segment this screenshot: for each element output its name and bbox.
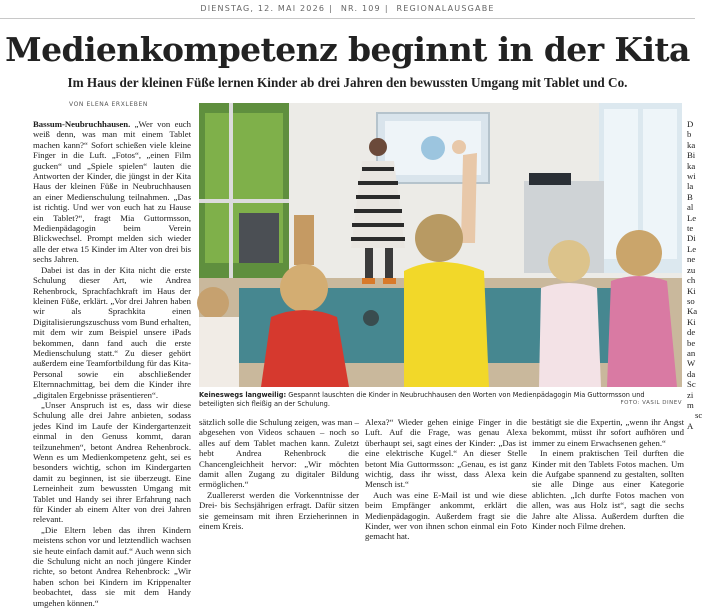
article-column-4 — [532, 417, 684, 532]
paragraph: D b ka Bi ka wi la B al Le te Di Le ne zu ch Ki so Ka Ki de be an W da Sc zi m — [687, 119, 698, 410]
article-byline: VON ELENA ERXLEBEN — [69, 101, 148, 108]
paragraph: sc A — [687, 410, 702, 431]
article-column-1 — [33, 119, 191, 608]
paragraph: „Unser Anspruch ist es, dass wir diese Schulung alle drei Jahre anbieten, sodass jedes Kind im Laufe der Kindergartenzeit einmal in den Genuss kommt, daran teilzunehmen“, betont Andrea Rehenbrock. Wenn es um Medienkompetenz geht, sei es besonders wichtig, schon im Kindergarten damit zu beginnen, ist sie überzeugt. Eine Lerneinheit zum bewussten Umgang mit Tablet und Handy sei ihrer Erfahrung nach für Kinder ab einem Alter von drei Jahren relevant. — [33, 399, 191, 525]
masthead-issue: NR. 109 — [340, 4, 381, 13]
caption-lead: Keineswegs langweilig: — [199, 391, 287, 399]
paragraph: „Die Eltern leben das ihren Kindern meistens schon vor und letztendlich wachsen sie heute einfach damit auf.“ Auch wenn sich die Schulung nicht an noch jüngere Kinder richte, so betont Andrea Rehenbrock: „Wir haben schon bei Kindern im Krippenalter beobachtet, dass sie mit dem Handy umgehen können.“ — [33, 524, 191, 608]
article-headline: Medienkompetenz beginnt in der Kita — [5, 30, 690, 69]
photo-credit: FOTO: VASIL DINEV — [620, 400, 682, 406]
masthead-edition: REGIONALAUSGABE — [396, 4, 495, 13]
paragraph — [33, 119, 191, 265]
article-column-3 — [365, 417, 527, 542]
paragraph: bestätigt sie die Expertin, „wenn ihr Angst bekommt, müsst ihr sofort aufhören und immer zu einem Erwachsenen gehen.“ — [532, 417, 684, 448]
article-column-5-cut — [687, 119, 702, 498]
paragraph: In einem praktischen Teil durften die Kinder mit den Tablets Fotos machen. Um die Aufgabe spannend zu gestalten, sollten sie alle Dinge aus einer Kategorie ablichten. „Ich durfte Fotos machen von allen, was aus Holz ist“, sagt die sechs Jahre alte Alissa. Außerdem durften die Kinder noch Filme drehen. — [532, 448, 684, 532]
article-column-2 — [199, 417, 359, 532]
article-subheadline: Im Haus der kleinen Füße lernen Kinder ab drei Jahren den bewussten Umgang mit Tablet und Co. — [67, 75, 628, 90]
dateline: Bassum-Neubruchhausen. — [33, 119, 131, 129]
classroom-photo-illustration — [199, 103, 682, 387]
paragraph: Alexa?“ Wieder gehen einige Finger in die Luft. Auf die Frage, was genau Alexa überhaupt sei, sagt eines der Kinder: „Das ist eine elektrische Kugel.“ An dieser Stelle betont Mia Guttormsson: „Genau, es ist ganz wichtig, dass ihr wisst, dass Alexa kein Mensch ist.“ — [365, 417, 527, 490]
masthead: DIENSTAG, 12. MAI 2026 | NR. 109 | REGIONALAUSGABE — [0, 4, 695, 18]
paragraph: Auch was eine E-Mail ist und wie diese beim Empfänger ankommt, erklärt die Medienpädagogin. Außerdem fragt sie die Kinder, wer von ihnen schon einmal ein Foto gemacht hat. — [365, 489, 527, 542]
caption-text: Gespannt lauschten die Kinder in Neubruchhausen den Worten von Medienpädagogin Mia Guttormsson und beteiligten sich fleißig an der Schulung. — [199, 391, 645, 408]
paragraph: Dabei ist das in der Kita nicht die erste Schulung dieser Art, wie Andrea Rehenbrock, Sprachfachkraft im Haus der kleinen Füße, erklärt. „Vor drei Jahren haben wir als Sprachkita einen Digitalisierungszuschuss vom Bund erhalten, mit dem wir zum Beispiel unsere iPads bekommen, dann fand auch die erste Medienschulung statt.“ Zu dieser gehört außerdem eine Teamfortbildung für das Kita-Personal sowie ein abschließender Elternnachmittag, bei dem die Kinder ihre „digitalen Ergebnisse präsentieren“. — [33, 264, 191, 400]
article-photo — [199, 103, 682, 387]
paragraph: Zuallererst werden die Vorkenntnisse der Drei- bis Sechsjährigen erfragt. Dafür sitzen sie gemeinsam mit ihren Erzieherinnen in einem Kreis. — [199, 489, 359, 532]
paragraph: sätzlich solle die Schulung zeigen, was man – abgesehen von Videos schauen – noch so alles auf dem Tablet machen kann. Zuletzt hebt Andrea Rehenbrock die Chancengleichheit hervor: „Wir möchten damit allen Zugang zu digitaler Bildung ermöglichen.“ — [199, 417, 359, 490]
masthead-date: DIENSTAG, 12. MAI 2026 — [200, 4, 326, 13]
paragraph-text: „Wer von euch weiß denn, was man mit einem Tablet machen kann?“ Sofort schießen viele kleine Finger in die Luft. „Fotos“, „einen Film gucken“ und „Spiele spielen“ lauten die Antworten der Kinder, die jüngst in der Kita Haus der kleinen Füße in Neubruchhausen an einer Medienschulung teilnahmen. „Das ist richtig. Und wer von euch hat zu Hause ein Tablet?“, fragt Mia Guttormsson, Medienpädagogin beim Verein Blickwechsel. Prompt melden sich wieder alle der etwa 15 Kinder im Alter von drei bis sechs Jahren. — [33, 119, 191, 265]
top-rule — [0, 18, 695, 19]
photo-caption — [199, 391, 682, 409]
